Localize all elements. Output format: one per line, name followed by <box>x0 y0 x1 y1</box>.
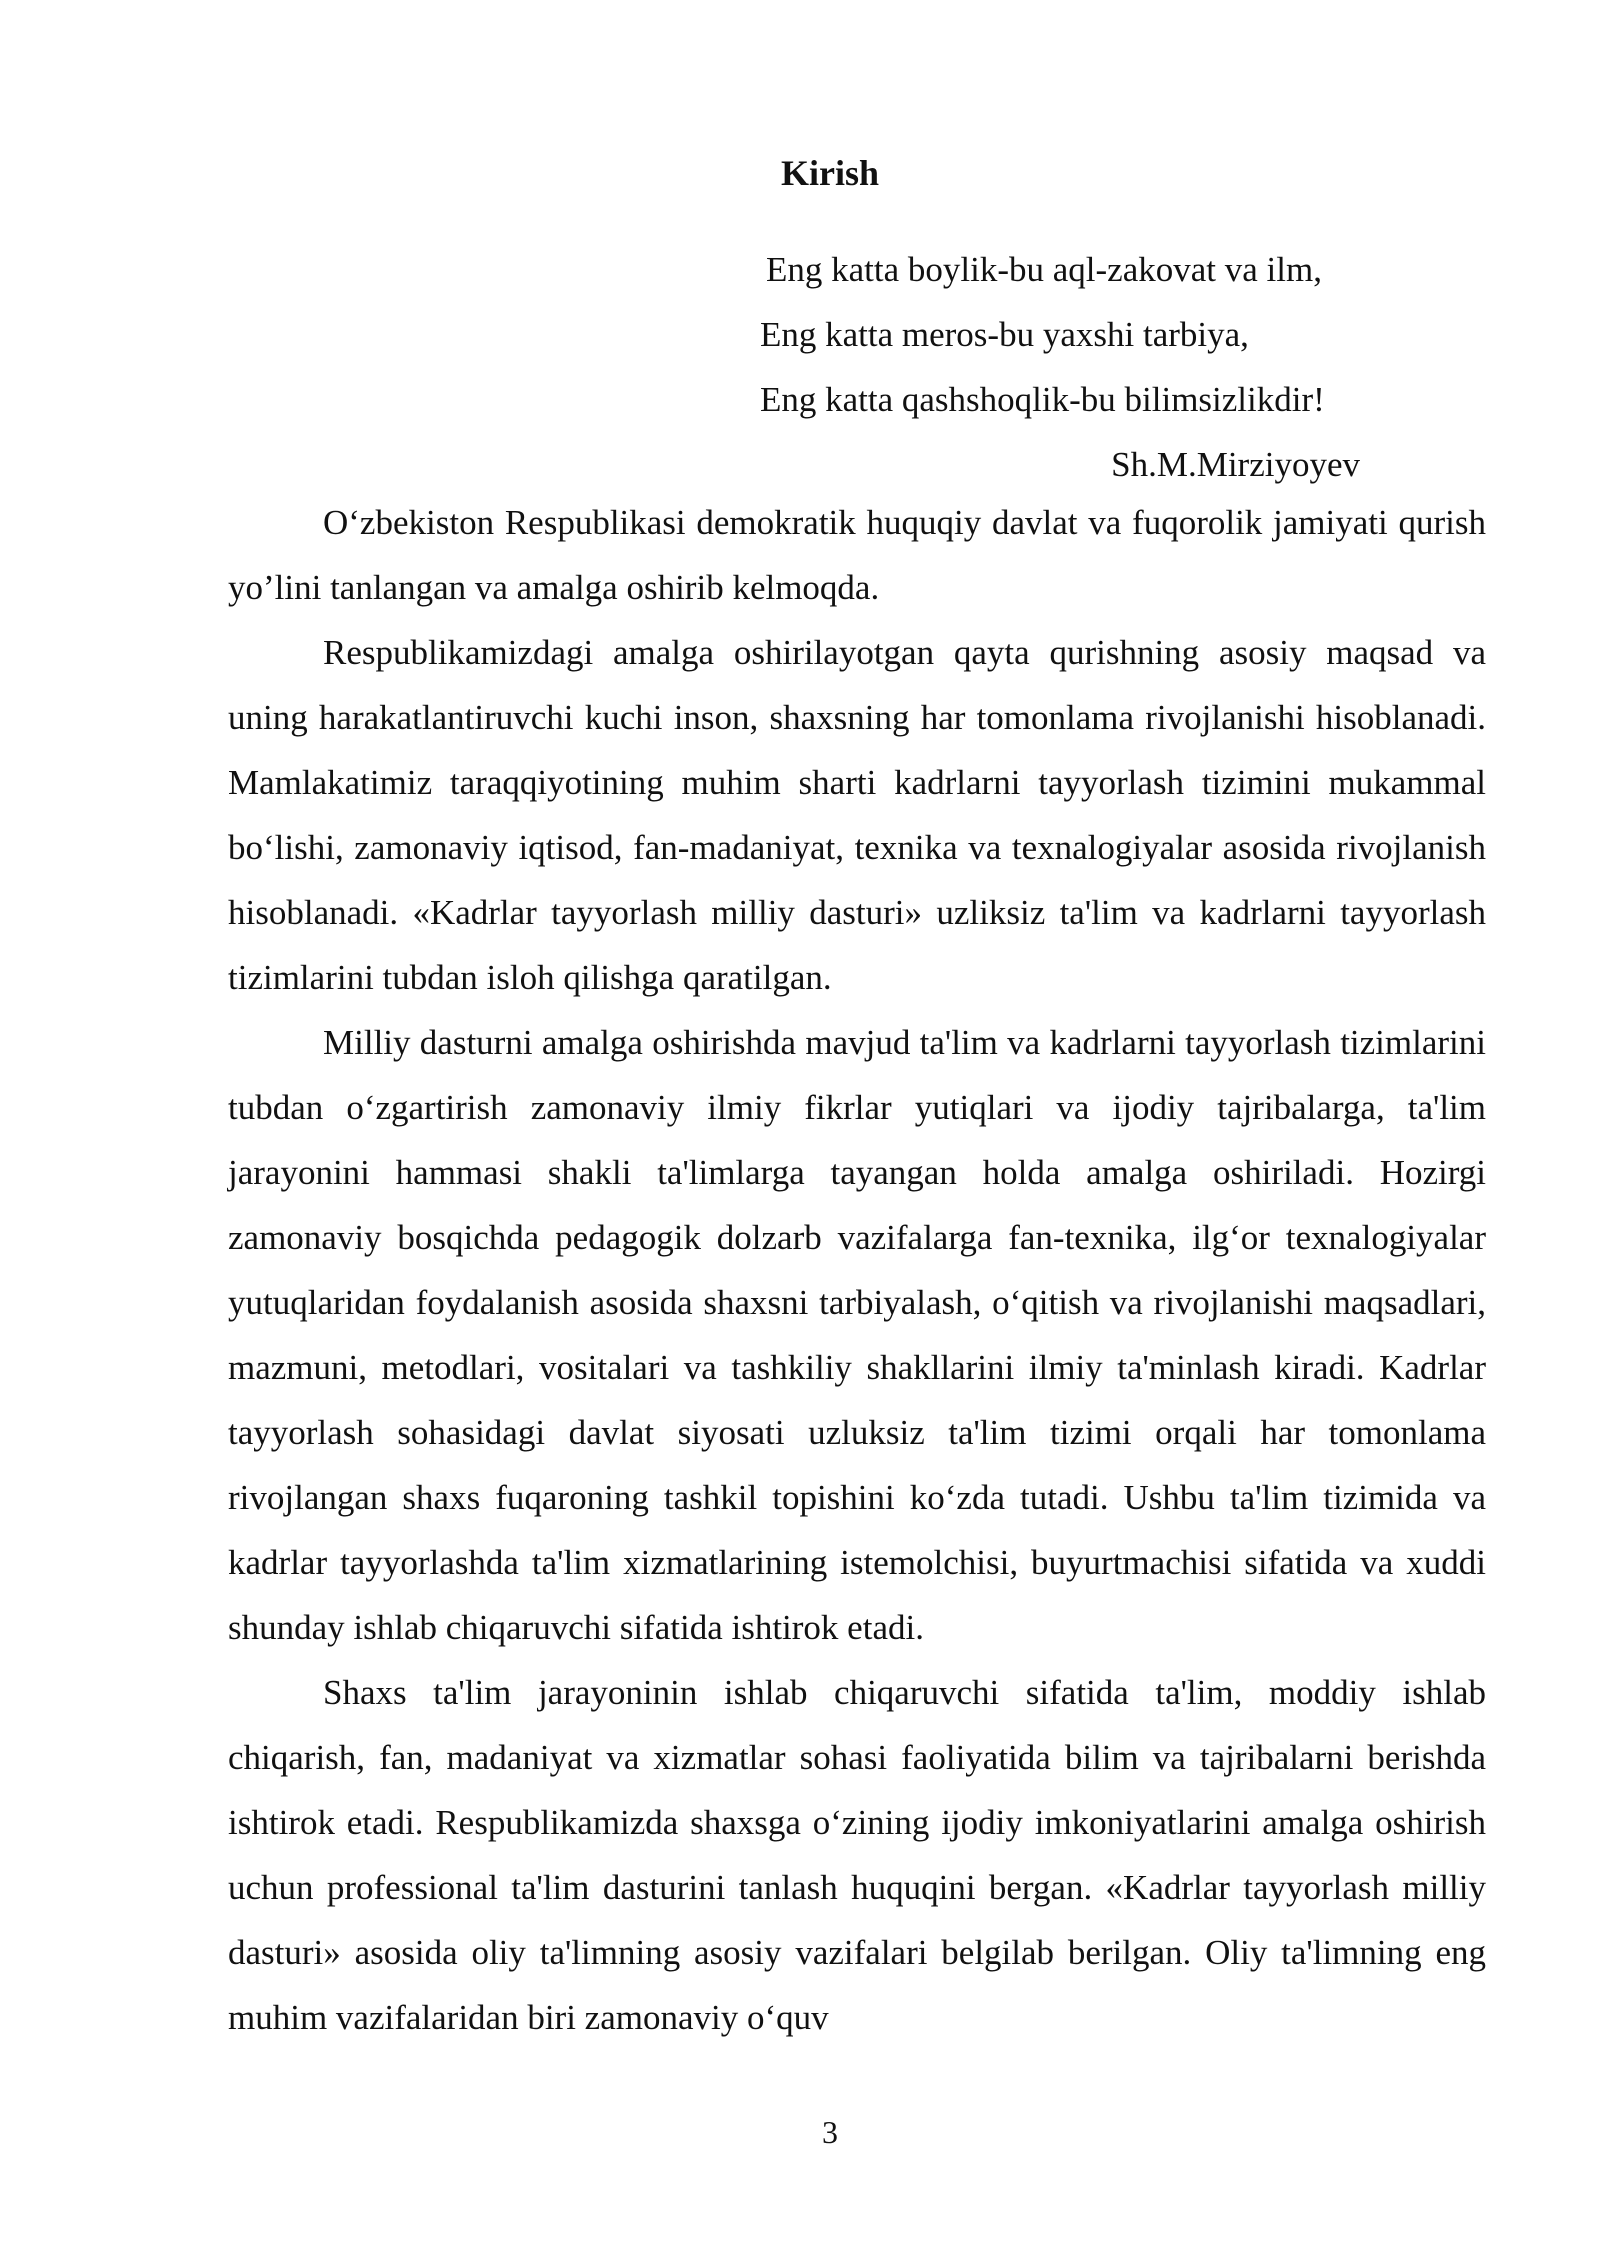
paragraph: Respublikamizdagi amalga oshirilayotgan qayta qurishning asosiy maqsad va uning harakatlantiruvchi kuchi inson, shaxsning har tomonlama rivojlanishi hisoblanadi. Mamlakatimiz taraqqiyotining muhim sharti kadrlarni tayyorlash tizimini mukammal bo‘lishi, zamonaviy iqtisod, fan-madaniyat, texnika va texnalogiyalar asosida rivojlanish hisoblanadi. «Kadrlar tayyorlash milliy dasturi» uzliksiz ta'lim va kadrlarni tayyorlash tizimlarini tubdan isloh qilishga qaratilgan. <box>228 633 1486 997</box>
paragraph: O‘zbekiston Respublikasi demokratik huquqiy davlat va fuqorolik jamiyati qurish yo’lini tanlangan va amalga oshirib kelmoqda. <box>228 503 1486 607</box>
body-text <box>228 490 1486 2050</box>
paragraph: Milliy dasturni amalga oshirishda mavjud ta'lim va kadrlarni tayyorlash tizimlarini tubdan o‘zgartirish zamonaviy ilmiy fikrlar yutiqlari va ijodiy tajribalarga, ta'lim jarayonini hammasi shakli ta'limlarga tayangan holda amalga oshiriladi. Hozirgi zamonaviy bosqichda pedagogik dolzarb vazifalarga fan-texnika, ilg‘or texnalogiyalar yutuqlaridan foydalanish asosida shaxsni tarbiyalash, o‘qitish va rivojlanishi maqsadlari, mazmuni, metodlari, vositalari va tashkiliy shakllarini ilmiy ta'minlash kiradi. Kadrlar tayyorlash sohasidagi davlat siyosati uzluksiz ta'lim tizimi orqali har tomonlama rivojlangan shaxs fuqaroning tashkil topishini ko‘zda tutadi. Ushbu ta'lim tizimida va kadrlar tayyorlashda ta'lim xizmatlarining istemolchisi, buyurtmachisi sifatida va xuddi shunday ishlab chiqaruvchi sifatida ishtirok etadi. <box>228 1023 1486 1647</box>
page-number: 3 <box>822 2114 838 2150</box>
epigraph-author: Sh.M.Mirziyoyev <box>1111 445 1360 484</box>
paragraph: Shaxs ta'lim jarayoninin ishlab chiqaruvchi sifatida ta'lim, moddiy ishlab chiqarish, fan, madaniyat va xizmatlar sohasi faoliyatida bilim va tajribalarni berishda ishtirok etadi. Respublikamizda shaxsga o‘zining ijodiy imkoniyatlarini amalga oshirish uchun professional ta'lim dasturini tanlash huquqini bergan. «Kadrlar tayyorlash milliy dasturi» asosida oliy ta'limning asosiy vazifalari belgilab berilgan. Oliy ta'limning eng muhim vazifalaridan biri zamonaviy o‘quv <box>228 1673 1486 2037</box>
epigraph-line: Eng katta qashshoqlik-bu bilimsizlikdir! <box>760 380 1325 419</box>
epigraph-line: Eng katta meros-bu yaxshi tarbiya, <box>760 315 1249 354</box>
epigraph-line: Eng katta boylik-bu aql-zakovat va ilm, <box>766 250 1322 289</box>
page-title: Kirish <box>780 153 879 193</box>
epigraph <box>760 237 1360 497</box>
